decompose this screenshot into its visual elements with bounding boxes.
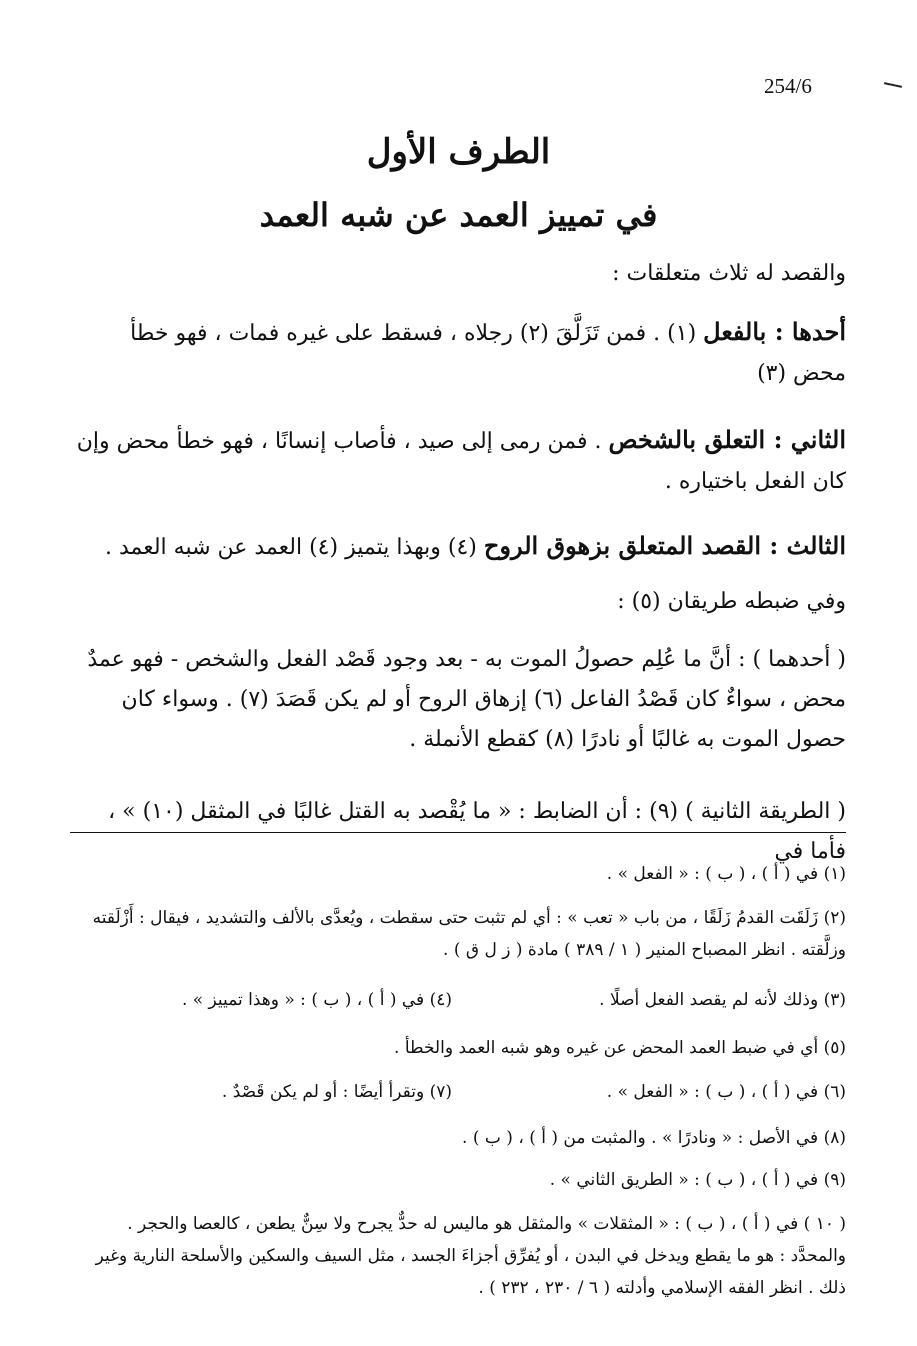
footnote-10: ( ١٠ ) في ( أ ) ، ( ب ) : « المثقلات » والمثقل هو ماليس له حدٌّ يجرح ولا سِنٌّ يطعن ، كالعصا والحجر . والمحدَّد : هو ما يقطع ويدخل في البدن ، أو يُفرِّق أجزاءَ الجسد ، مثل السيف والسكين والأسلحة النارية وغير ذلك . انظر الفقه الإسلامي وأدلته ( ٦ / ٢٣٠ ، ٢٣٢ ) . (95, 1214, 846, 1298)
paragraph-third-text: (٤) وبهذا يتميز (٤) العمد عن شبه العمد . (104, 535, 477, 560)
paragraph-third (72, 526, 846, 568)
intro-line: والقصد له ثلاث متعلقات : (612, 261, 846, 286)
paragraph-second-text: . فمن رمى إلى صيد ، فأصاب إنسانًا ، فهو خطأ محض وإن كان الفعل باختياره . (76, 429, 846, 494)
footnote-2: (٢) زَلَقَت القدمُ زَلَقًا ، من باب « تعب » : أي لم تثبت حتى سقطت ، ويُعدَّى بالألف والتشديد ، فيقال : أَزْلَقته وزلَّقته . انظر المصباح المنير ( ١ / ٣٨٩ ) مادة ( ز ل ق ) . (92, 908, 846, 960)
footnote-7: (٧) وتقرأ أيضًا : أو لم يكن قَصْدٌ . (221, 1082, 452, 1102)
footnote-6: (٦) في ( أ ) ، ( ب ) : « الفعل » . (606, 1082, 846, 1102)
paragraph-second-method: ( الطريقة الثانية ) (٩) : أن الضابط : « ما يُقْصد به القتل غالبًا في المثقل (١٠) » ، فأما في (108, 799, 846, 864)
paragraph-second (72, 420, 846, 502)
footnote-row-6-7 (72, 1076, 846, 1108)
paragraph-first-method: ( أحدهما ) : أنَّ ما عُلِم حصولُ الموت به - بعد وجود قَصْد الفعل والشخص - فهو عمدٌ محض ، سواءٌ كان قَصْدُ الفاعل (٦) إزهاق الروح أو لم يكن قَصَدَ (٧) . وسواء كان حصول الموت به غالبًا أو نادرًا (٨) كقطع الأنملة . (87, 647, 846, 752)
footnote-9: (٩) في ( أ ) ، ( ب ) : « الطريق الثاني » . (549, 1170, 846, 1190)
footnote-4: (٤) في ( أ ) ، ( ب ) : « وهذا تمييز » . (181, 990, 452, 1010)
paragraph-methods-intro: وفي ضبطه طريقان (٥) : (617, 589, 846, 614)
paragraph-third-heading: الثالث : القصد المتعلق بزهوق الروح (483, 531, 846, 560)
section-title: الطرف الأول (366, 132, 551, 172)
footnote-5: (٥) أي في ضبط العمد المحض عن غيره وهو شبه العمد والخطأ . (394, 1038, 846, 1058)
section-subtitle: في تمييز العمد عن شبه العمد (259, 196, 658, 234)
paragraph-first (72, 312, 846, 394)
page-number: 254/6 (764, 74, 812, 98)
footnote-divider (70, 832, 846, 833)
footnote-row-3-4 (72, 984, 846, 1016)
footnote-8: (٨) في الأصل : « ونادرًا » . والمثبت من ( أ ) ، ( ب ) . (462, 1128, 846, 1148)
footnote-3: (٣) وذلك لأنه لم يقصد الفعل أصلًا . (599, 990, 846, 1010)
footnote-1: (١) في ( أ ) ، ( ب ) : « الفعل » . (606, 864, 846, 884)
paragraph-first-text: (١) . فمن تَزَلَّقَ (٢) رجلاه ، فسقط على غيره فمات ، فهو خطأ محض (٣) (130, 321, 846, 386)
paragraph-first-heading: أحدها : بالفعل (703, 317, 846, 346)
paragraph-second-heading: الثاني : التعلق بالشخص (608, 425, 846, 454)
margin-mark (884, 82, 902, 88)
